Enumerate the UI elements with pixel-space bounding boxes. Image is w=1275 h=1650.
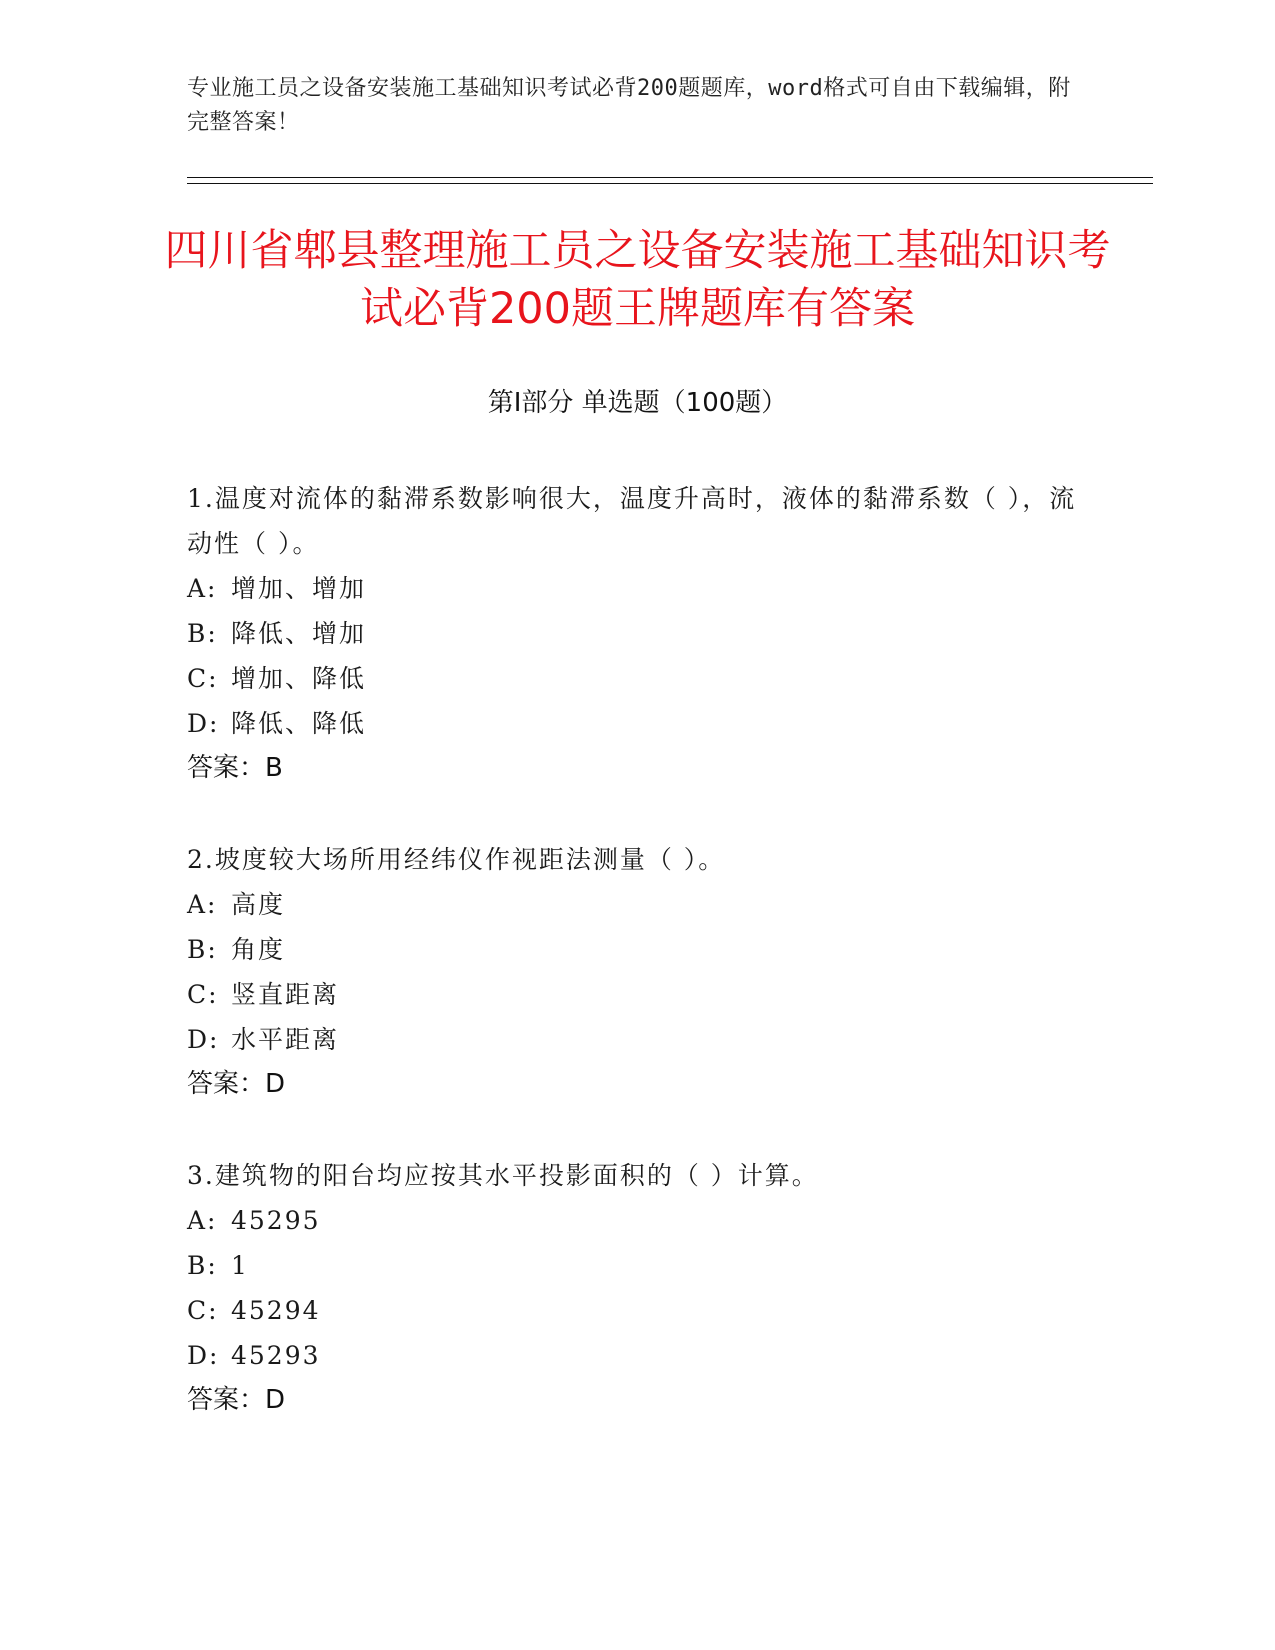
option-text: 竖直距离: [231, 980, 340, 1009]
option-letter: C:: [187, 664, 219, 693]
option-text: 角度: [231, 935, 286, 964]
option-letter: C:: [187, 980, 219, 1009]
option-a: [187, 882, 1087, 927]
question-stem: 1.温度对流体的黏滞系数影响很大，温度升高时，液体的黏滞系数（ ），流动性（ ）。: [187, 484, 1077, 558]
option-d: [187, 1017, 1087, 1062]
option-a: [187, 1198, 1087, 1243]
option-text: 水平距离: [231, 1025, 340, 1054]
option-letter: B:: [187, 1251, 218, 1280]
answer-line: 答案：D: [187, 1069, 286, 1099]
question-3: [187, 1153, 1087, 1423]
option-c: [187, 972, 1087, 1017]
option-letter: B:: [187, 935, 218, 964]
option-text: 1: [231, 1251, 249, 1280]
header-note: 专业施工员之设备安装施工基础知识考试必背200题题库，word格式可自由下载编辑，附完整答案！: [187, 76, 1071, 135]
question-1: [187, 476, 1087, 791]
option-b: [187, 927, 1087, 972]
option-letter: D:: [187, 1341, 220, 1370]
option-d: [187, 1333, 1087, 1378]
question-stem: 3.建筑物的阳台均应按其水平投影面积的（ ）计算。: [187, 1161, 819, 1190]
option-letter: B:: [187, 619, 218, 648]
section-heading: 第Ⅰ部分 单选题（100题）: [487, 388, 788, 418]
question-list: [187, 476, 1087, 1469]
header-divider-bottom: [187, 183, 1153, 184]
option-text: 高度: [231, 890, 286, 919]
option-c: [187, 1288, 1087, 1333]
option-text: 增加、降低: [231, 664, 367, 693]
document-title: 四川省郫县整理施工员之设备安装施工基础知识考试必背200题王牌题库有答案: [164, 226, 1111, 334]
option-letter: D:: [187, 709, 220, 738]
option-d: [187, 701, 1087, 746]
question-2: [187, 837, 1087, 1107]
option-text: 降低、降低: [231, 709, 367, 738]
option-text: 45293: [231, 1341, 321, 1370]
header-divider-top: [187, 177, 1153, 178]
option-text: 增加、增加: [231, 574, 367, 603]
option-text: 45294: [231, 1296, 321, 1325]
option-text: 降低、增加: [231, 619, 367, 648]
question-stem: 2.坡度较大场所用经纬仪作视距法测量（ ）。: [187, 845, 726, 874]
option-c: [187, 656, 1087, 701]
option-text: 45295: [231, 1206, 321, 1235]
answer-line: 答案：D: [187, 1385, 286, 1415]
option-letter: A:: [187, 890, 218, 919]
option-letter: C:: [187, 1296, 219, 1325]
option-b: [187, 611, 1087, 656]
option-letter: A:: [187, 574, 218, 603]
answer-line: 答案：B: [187, 753, 283, 783]
option-letter: D:: [187, 1025, 220, 1054]
option-a: [187, 566, 1087, 611]
option-b: [187, 1243, 1087, 1288]
option-letter: A:: [187, 1206, 218, 1235]
